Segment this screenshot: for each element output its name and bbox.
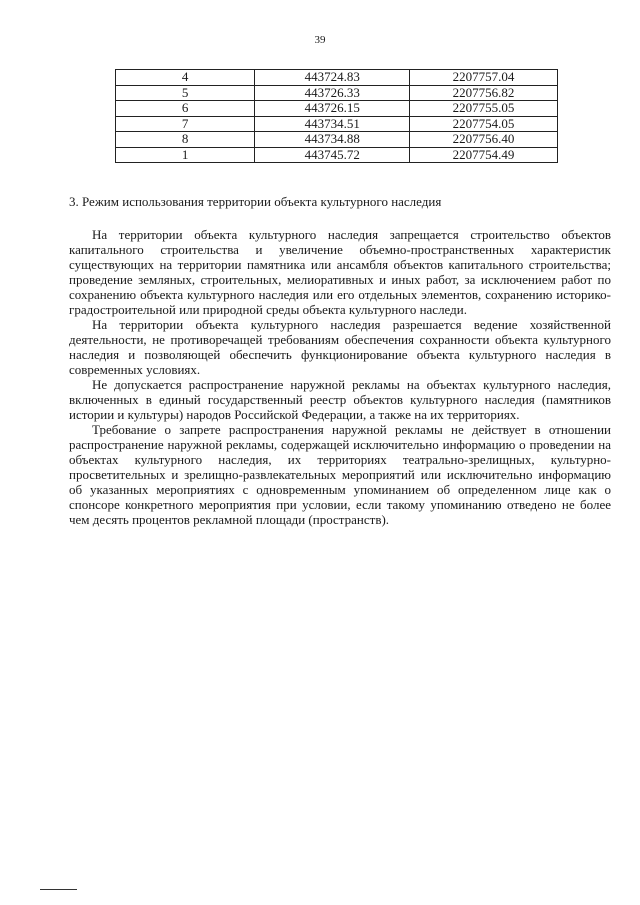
page-number: 39 (314, 34, 326, 46)
y-coordinate-cell: 2207757.04 (410, 70, 558, 86)
table-row (116, 101, 558, 117)
point-number-cell: 8 (116, 132, 255, 148)
paragraph-advertising-exception: Требование о запрете распространения наружной рекламы не действует в отношении распространение наружной рекламы, содержащей исключительно информацию о проведении на объектах культурного наследия, их территориях театрально-зрелищных, культурно-просветительных и зрелищно-развлекательных мероприятий или исключительно информацию об указанных мероприятиях с одновременным упоминанием об определенном лице как о спонсоре конкретного мероприятия при условии, если такому упоминанию отведено не более чем десять процентов рекламной площади (пространств). (69, 422, 611, 527)
table-row (116, 147, 558, 163)
y-coordinate-cell: 2207756.40 (410, 132, 558, 148)
y-coordinate-cell: 2207755.05 (410, 101, 558, 117)
table-row (116, 132, 558, 148)
table-row (116, 70, 558, 86)
point-number-cell: 6 (116, 101, 255, 117)
section-heading: 3. Режим использования территории объекта культурного наследия (69, 194, 442, 209)
x-coordinate-cell: 443724.83 (255, 70, 410, 86)
y-coordinate-cell: 2207756.82 (410, 85, 558, 101)
paragraph-permitted-activity: На территории объекта культурного наследия разрешается ведение хозяйственной деятельности, не противоречащей требованиям обеспечения сохранности объекта культурного наследия и позволяющей обеспечить функционирование объекта культурного наследия в современных условиях. (69, 317, 611, 377)
x-coordinate-cell: 443726.15 (255, 101, 410, 117)
table-row (116, 116, 558, 132)
table-row (116, 85, 558, 101)
footer-rule (40, 889, 77, 890)
paragraph-construction-ban: На территории объекта культурного наследия запрещается строительство объектов капитального строительства и увеличение объемно-пространственных характеристик существующих на территории памятника или ансамбля объектов капитального строительства; проведение земляных, строительных, мелиоративных и иных работ, за исключением работ по сохранению объекта культурного наследия или его отдельных элементов, сохранению историко-градостроительной или природной среды объекта культурного наследи. (69, 227, 611, 317)
y-coordinate-cell: 2207754.05 (410, 116, 558, 132)
point-number-cell: 1 (116, 147, 255, 163)
coordinates-table (115, 69, 558, 163)
x-coordinate-cell: 443726.33 (255, 85, 410, 101)
point-number-cell: 4 (116, 70, 255, 86)
point-number-cell: 5 (116, 85, 255, 101)
point-number-cell: 7 (116, 116, 255, 132)
x-coordinate-cell: 443745.72 (255, 147, 410, 163)
y-coordinate-cell: 2207754.49 (410, 147, 558, 163)
body-text (69, 227, 611, 527)
x-coordinate-cell: 443734.51 (255, 116, 410, 132)
paragraph-advertising-ban: Не допускается распространение наружной рекламы на объектах культурного наследия, включенных в единый государственный реестр объектов культурного наследия (памятников истории и культуры) народов Российской Федерации, а также на их территориях. (69, 377, 611, 422)
x-coordinate-cell: 443734.88 (255, 132, 410, 148)
